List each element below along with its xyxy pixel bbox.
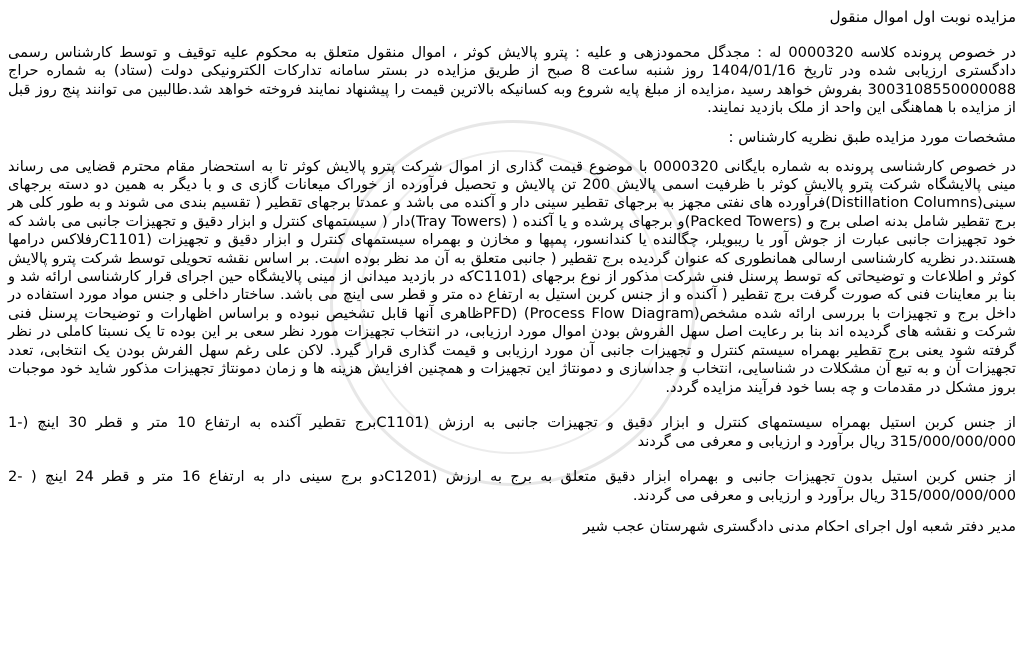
intro-paragraph: در خصوص پرونده کلاسه 0000320 له : مجدگل محمودزهی و علیه : پترو پالایش کوثر ، اموال منقول متعلق به محکوم علیه توقیف و توسط کارشناس رسمی دادگستری ارزیابی شده ودر تاریخ 1404/01/16 روز شنبه ساعت 8 صبح از طریق مزایده در بستر سامانه تدارکات الکترونیکی دولت (ستاد) به شماره حراج 3003108550000088 بفروش خواهد رسید ،مزایده از مبلغ پایه شروع وبه کسانیکه بالاترین قیمت را پیشنهاد نمایند فروخته خواهد شد.طالبین می توانند پنج روز قبل از مزایده با هماهنگی این واحد از ملک بازدید نمایند. <box>8 44 1017 117</box>
notice-title: مزایده نوبت اول اموال منقول <box>829 8 1016 26</box>
expert-opinion-paragraph: در خصوص کارشناسی پرونده به شماره بایگانی 0000320 با موضوع قیمت گذاری از اموال شرکت پترو پالایش کوثر تا به استحضار مقام محترم قضایی می رساند مینی پالایشگاه شرکت پترو پالایش کوثر با ظرفیت اسمی پالایش 200 تن پالایش و تحصیل فرآورده از خوراک میعانات گازی ی و با دیگر به همین دو دسته برجهای سینی(Distillation Columns)فرآورده های نفتی مجهز به برجهای تقطیر سینی دار و آکنده می باشد و عمدتا برجهای تقطیر ( تقسیم بندی می شوند و به طور کلی هر برج تقطیر شامل بدنه اصلی برج و (Packed Towers)و برجهای پرشده و یا آکنده ( (Tray Towers)دار ( سیستمهای کنترل و ابزار دقیق و تجهیزات جانبی می باشد که خود تجهیزات جانبی عبارت از جوش آور یا ریبویلر، چگالنده یا کندانسور، پمپها و مخازن و بهمراه سیستمهای کنترل و ابزار دقیق و تجهیزات (C1101رفلاکس درامها هستند.در نظریه کارشناسی ارسالی همانطوری که عنوان گردیده برج تقطیر ( جانبی متعلق به آن مد نظر بوده است. بر اساس نقشه تحویلی توسط شرکت پترو پالایش کوثر و اطلاعات و توضیحاتی که توسط پرسنل فنی شرکت مذکور از نوع برجهای (C1101که در بازدید میدانی از مینی پالایشگاه حین اجرای قرار کارشناسی ارائه شد و بنا بر معاینات فنی که صورت گرفت برج تقطیر ( آکنده و از جنس کربن استیل به ارتفاع ده متر و قطر سی اینچ می باشد. ساختار داخلی و جنس مواد مورد استفاده در داخل برج و تجهیزات با بررسی ارائه شده مشخص(Process Flow Diagram) (PFDظاهری آنها قابل تشخیص نبوده و براساس اظهارات و توضیحات پرسنل فنی شرکت و نقشه های گردیده اند بنا بر رعایت اصل سهل الفروش بودن اموال مورد ارزیابی، در انتخاب تجهیزات مورد نظر سعی بر این بوده تا یک نسبتا کاملی در نظر گرفته شود یعنی برج تقطیر بهمراه سیستم کنترل و تجهیزات جانبی آن مورد ارزیابی و قیمت گذاری قرار گیرد. لاکن علی رغم سهل الفرش بودن یک انتخابی، تعدد تجهیزات آن و به تبع آن مشکلات در شناسایی، انتخاب و جداسازی و دمونتاژ این تجهیزات و همچنین افزایش هزینه ها و زمان دمونتاژ تجهیزات مذکور شاید خود موجبات بروز مشکل در مقدمات و چه بسا خود فرآیند مزایده گردد. <box>8 157 1017 396</box>
auction-item-2: از جنس کربن استیل بدون تجهیزات جانبی و بهمراه ابزار دقیق متعلق به برج به ارزش (C1201دو برج سینی دار به ارتفاع 16 متر و قطر 24 اینچ ( -2 315/000/000/000 ریال برآورد و ارزیابی و معرفی می گردند. <box>8 467 1016 504</box>
specs-heading: مشخصات مورد مزایده طبق نظریه کارشناس : <box>728 128 1016 146</box>
signature-line: مدیر دفتر شعبه اول اجرای احکام مدنی دادگستری شهرستان عجب شیر <box>583 517 1016 535</box>
auction-item-1: از جنس کربن استیل بهمراه سیستمهای کنترل و ابزار دقیق و تجهیزات جانبی به ارزش (C1101برج تقطیر آکنده به ارتفاع 10 متر و قطر 30 اینچ (-1 315/000/000/000 ریال برآورد و ارزیابی و معرفی می گردند <box>8 413 1016 450</box>
